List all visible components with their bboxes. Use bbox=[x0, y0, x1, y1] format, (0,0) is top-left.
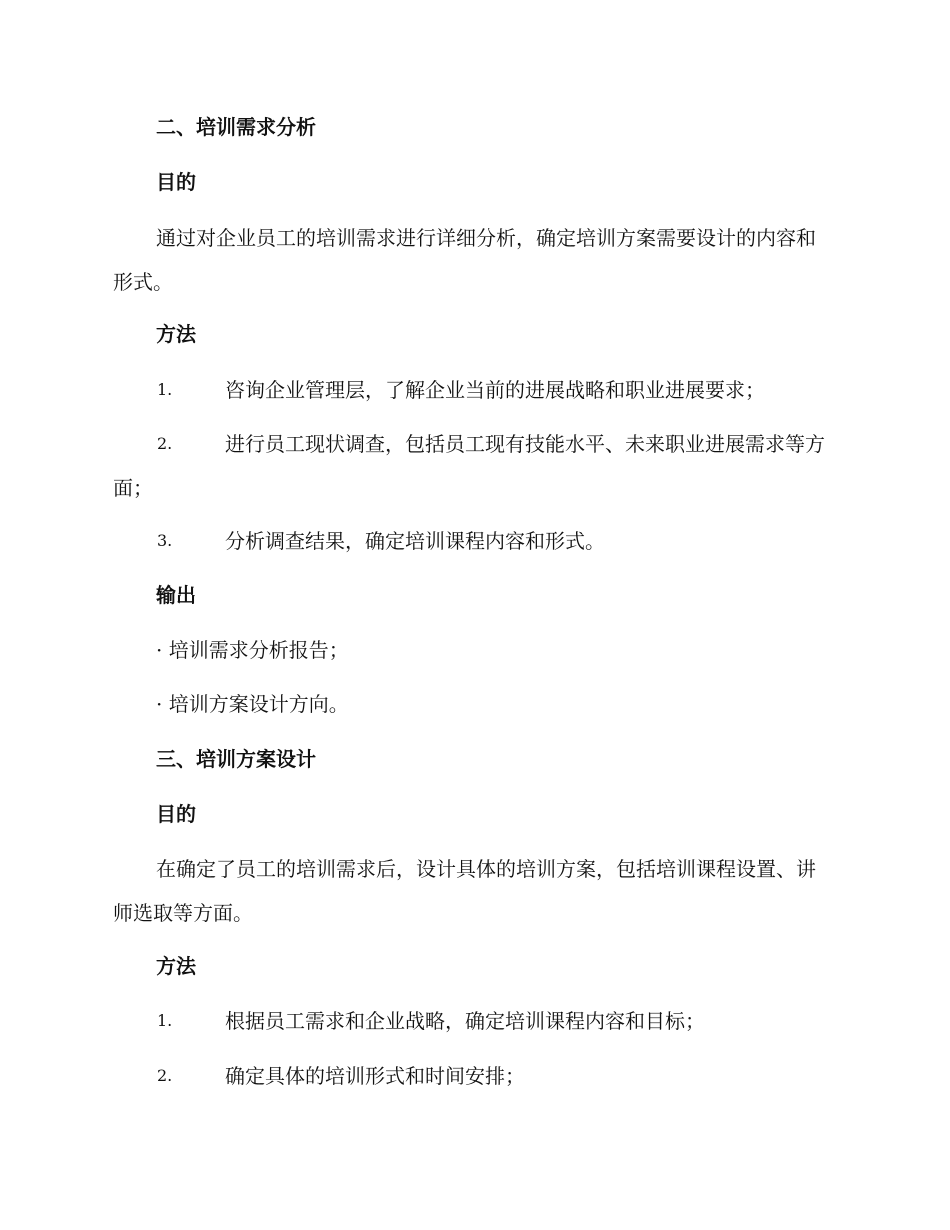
bullet-item: · 培训需求分析报告； bbox=[156, 638, 349, 662]
section-heading: 三、培训方案设计 bbox=[156, 747, 316, 771]
list-number: 2. bbox=[157, 1066, 173, 1085]
list-text: 进行员工现状调查，包括员工现有技能水平、未来职业进展需求等方面； bbox=[113, 432, 825, 500]
list-item bbox=[113, 519, 835, 563]
list-text: 分析调查结果，确定培训课程内容和形式。 bbox=[225, 529, 605, 553]
paragraph-purpose bbox=[113, 847, 835, 935]
subheading-method: 方法 bbox=[156, 954, 196, 978]
subheading-purpose: 目的 bbox=[156, 170, 196, 194]
list-number: 2. bbox=[157, 434, 173, 453]
subheading-method: 方法 bbox=[156, 322, 196, 346]
list-text: 确定具体的培训形式和时间安排； bbox=[225, 1064, 525, 1088]
paragraph-purpose bbox=[113, 216, 835, 304]
list-number: 3. bbox=[157, 531, 173, 550]
list-item bbox=[113, 1054, 835, 1098]
paragraph-text: 在确定了员工的培训需求后，设计具体的培训方案，包括培训课程设置、讲师选取等方面。 bbox=[113, 857, 816, 925]
paragraph-text: 通过对企业员工的培训需求进行详细分析，确定培训方案需要设计的内容和形式。 bbox=[113, 226, 816, 294]
list-item bbox=[113, 999, 835, 1043]
list-text: 咨询企业管理层，了解企业当前的进展战略和职业进展要求； bbox=[225, 378, 765, 402]
subheading-purpose: 目的 bbox=[156, 802, 196, 826]
list-text: 根据员工需求和企业战略，确定培训课程内容和目标； bbox=[225, 1009, 705, 1033]
bullet-item: · 培训方案设计方向。 bbox=[156, 692, 349, 716]
subheading-output: 输出 bbox=[156, 583, 196, 607]
list-item bbox=[113, 422, 835, 510]
section-heading: 二、培训需求分析 bbox=[156, 115, 316, 139]
list-item bbox=[113, 368, 835, 412]
list-number: 1. bbox=[157, 1011, 173, 1030]
list-number: 1. bbox=[157, 380, 173, 399]
